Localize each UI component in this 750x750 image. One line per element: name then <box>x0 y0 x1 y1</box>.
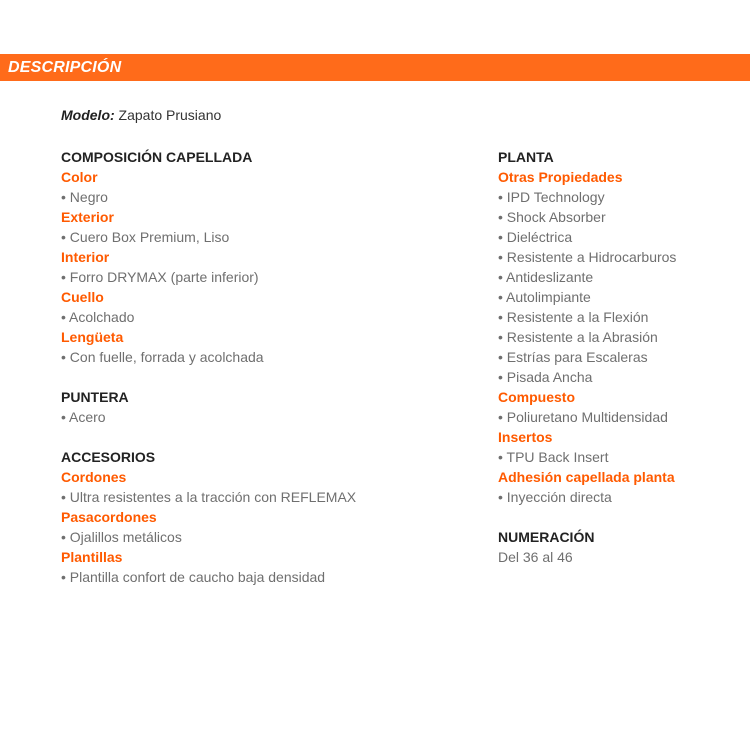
property-item: • Antideslizante <box>498 269 594 285</box>
plantillas-label: Plantillas <box>61 549 123 565</box>
puntera-item: • Acero <box>61 409 106 425</box>
color-label: Color <box>61 169 98 185</box>
color-item: • Negro <box>61 189 108 205</box>
insertos-label: Insertos <box>498 429 553 445</box>
pasacordones-item: • Ojalillos metálicos <box>61 529 182 545</box>
exterior-label: Exterior <box>61 209 114 225</box>
property-item: • Dieléctrica <box>498 229 573 245</box>
model-line <box>61 107 221 123</box>
property-item: • Pisada Ancha <box>498 369 593 385</box>
property-item: • IPD Technology <box>498 189 605 205</box>
cuello-item: • Acolchado <box>61 309 135 325</box>
interior-item: • Forro DRYMAX (parte inferior) <box>61 269 259 285</box>
lengueta-label: Lengüeta <box>61 329 124 345</box>
cordones-item: • Ultra resistentes a la tracción con REFLEMAX <box>61 489 357 505</box>
accesorios-heading: ACCESORIOS <box>61 449 156 465</box>
property-item: • Autolimpiante <box>498 289 591 305</box>
numeracion-heading: NUMERACIÓN <box>498 529 595 545</box>
cuello-label: Cuello <box>61 289 104 305</box>
lengueta-item: • Con fuelle, forrada y acolchada <box>61 349 264 365</box>
otras-propiedades-label: Otras Propiedades <box>498 169 623 185</box>
property-item: • Estrías para Escaleras <box>498 349 648 365</box>
property-item: • Resistente a la Abrasión <box>498 329 658 345</box>
banner-title: DESCRIPCIÓN <box>8 59 122 76</box>
property-item: • Resistente a la Flexión <box>498 309 649 325</box>
adhesion-label: Adhesión capellada planta <box>498 469 675 485</box>
pasacordones-label: Pasacordones <box>61 509 157 525</box>
compuesto-item: • Poliuretano Multidensidad <box>498 409 668 425</box>
insertos-item: • TPU Back Insert <box>498 449 609 465</box>
interior-label: Interior <box>61 249 110 265</box>
spacer <box>61 367 481 387</box>
planta-heading: PLANTA <box>498 149 554 165</box>
model-label: Modelo: <box>61 107 115 123</box>
model-value: Zapato Prusiano <box>118 107 222 123</box>
puntera-heading: PUNTERA <box>61 389 129 405</box>
plantillas-item: • Plantilla confort de caucho baja densidad <box>61 569 326 585</box>
exterior-item: • Cuero Box Premium, Liso <box>61 229 230 245</box>
cordones-label: Cordones <box>61 469 127 485</box>
adhesion-item: • Inyección directa <box>498 489 612 505</box>
right-column <box>498 147 738 567</box>
property-item: • Resistente a Hidrocarburos <box>498 249 677 265</box>
spacer <box>61 427 481 447</box>
compuesto-label: Compuesto <box>498 389 575 405</box>
spacer <box>498 507 738 527</box>
composicion-heading: COMPOSICIÓN CAPELLADA <box>61 149 253 165</box>
numeracion-value: Del 36 al 46 <box>498 549 573 565</box>
section-banner <box>0 54 750 81</box>
left-column <box>61 147 481 587</box>
property-item: • Shock Absorber <box>498 209 606 225</box>
